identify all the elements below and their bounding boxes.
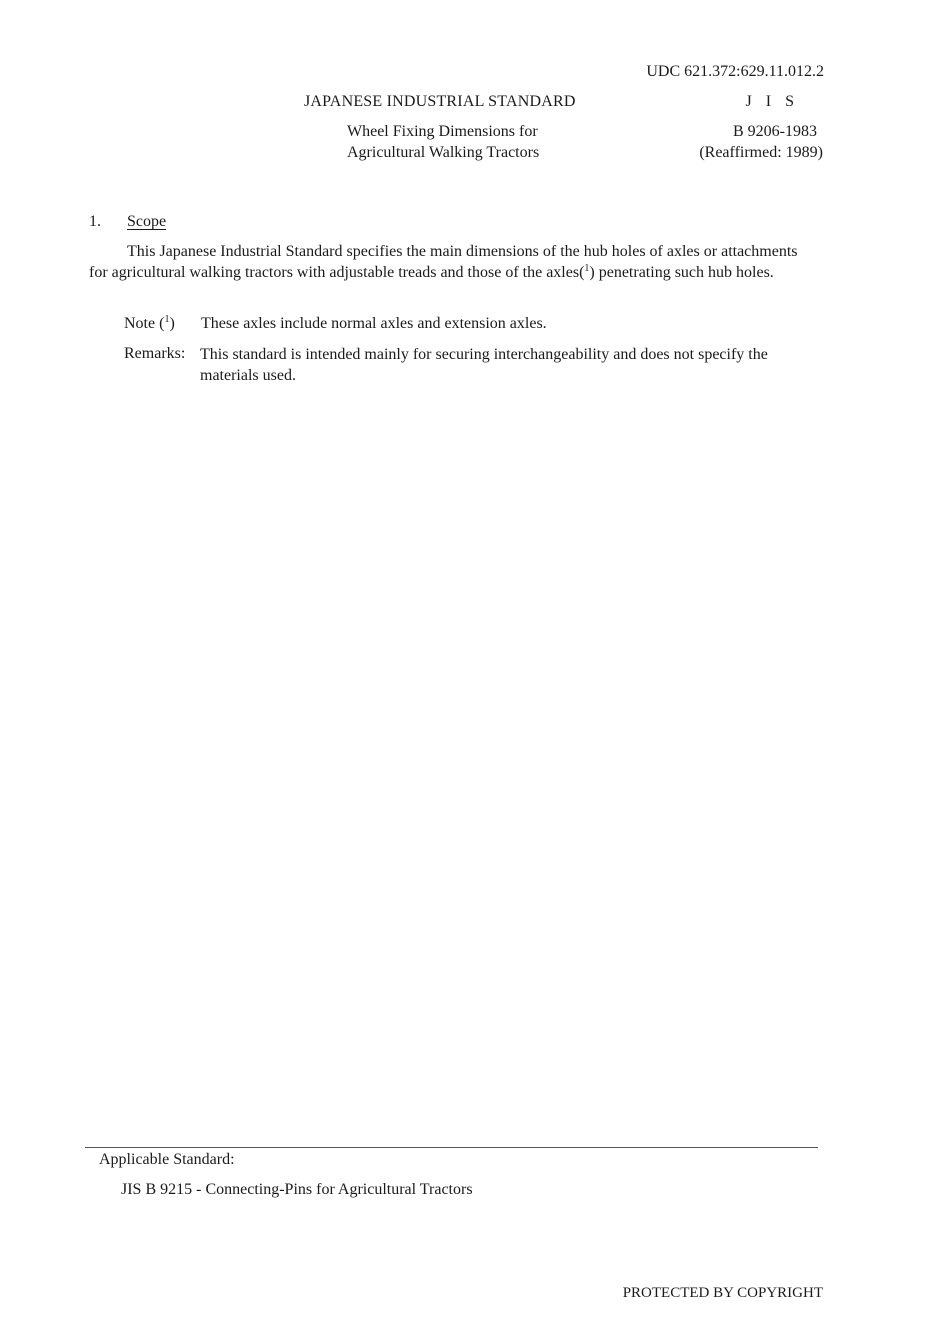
- applicable-standard-item: JIS B 9215 - Connecting-Pins for Agricultural Tractors: [121, 1181, 473, 1198]
- note-sup: 1: [164, 314, 170, 325]
- remarks-label: Remarks:: [124, 345, 186, 362]
- footer-divider: [85, 1147, 818, 1148]
- standard-number: B 9206-1983: [733, 123, 817, 140]
- note-label: [124, 314, 175, 334]
- note-text: These axles include normal axles and extension axles.: [201, 315, 547, 332]
- scope-text-main: This Japanese Industrial Standard specifies the main dimensions of the hub holes of axles or attachments for agricultural walking tractors with adjustable treads and those of the axles(: [89, 243, 798, 281]
- scope-text-end: ) penetrating such hub holes.: [589, 264, 774, 281]
- section-title: Scope: [127, 213, 167, 230]
- applicable-standard-label: Applicable Standard:: [99, 1151, 235, 1168]
- remarks-text: This standard is intended mainly for securing interchangeability and does not specify the materials used.: [200, 346, 768, 384]
- note-label-close: ): [169, 315, 175, 332]
- organization-name: JAPANESE INDUSTRIAL STANDARD: [304, 93, 576, 110]
- copyright-notice: PROTECTED BY COPYRIGHT: [622, 1285, 823, 1301]
- document-title-line2: Agricultural Walking Tractors: [347, 144, 540, 161]
- udc-number: UDC 621.372:629.11.012.2: [646, 63, 824, 80]
- section-number: 1.: [89, 213, 101, 230]
- jis-mark: J I S: [745, 93, 799, 110]
- document-title-line1: Wheel Fixing Dimensions for: [347, 123, 538, 140]
- note-label-text: Note (: [124, 315, 165, 332]
- scope-paragraph: [89, 241, 819, 283]
- footnote-ref: 1: [584, 263, 590, 274]
- reaffirmed-date: (Reaffirmed: 1989): [699, 144, 823, 161]
